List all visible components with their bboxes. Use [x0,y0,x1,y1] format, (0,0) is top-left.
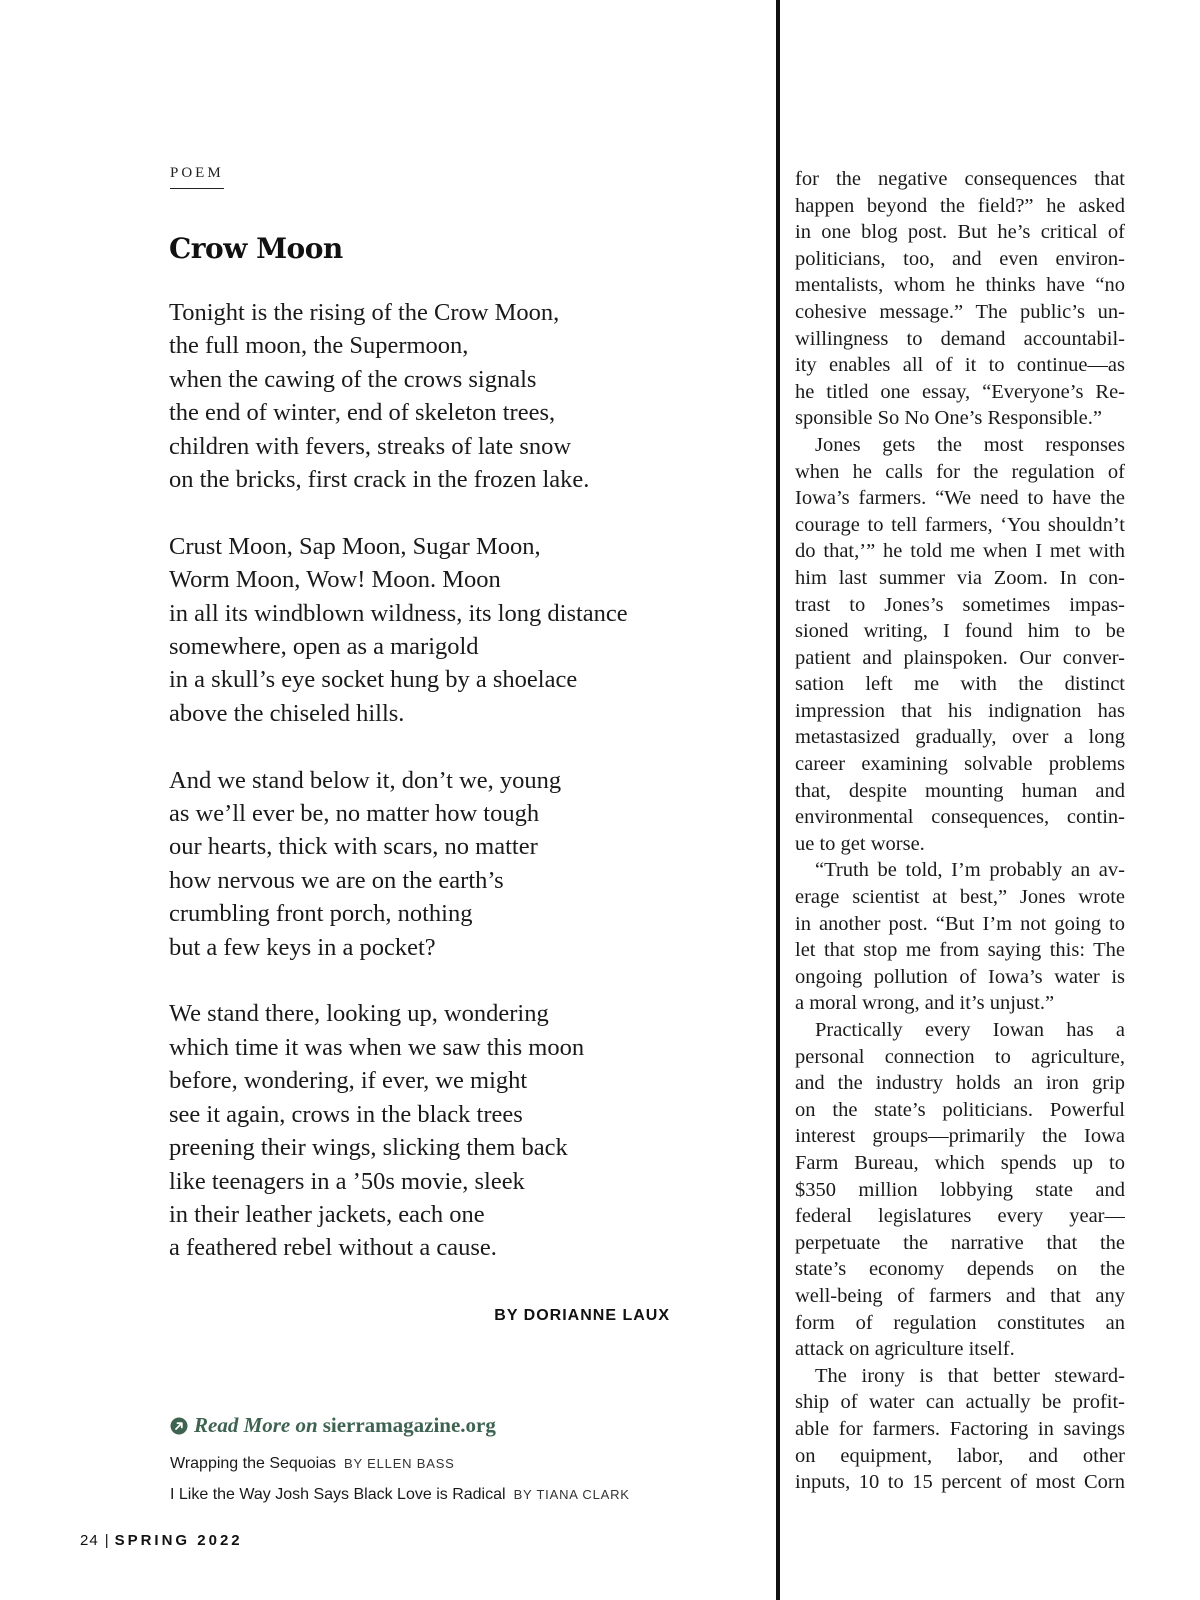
poem-line: in a skull’s eye socket hung by a shoelace [169,666,578,694]
article-line: Farm Bureau, which spends up to [795,1151,1125,1174]
article-line: patient and plainspoken. Our conver- [795,646,1125,669]
article-line: cohesive message.” The public’s un- [795,300,1125,323]
article-line: him last summer via Zoom. In con- [795,566,1125,589]
poem-line: when the cawing of the crows signals [169,365,537,393]
read-more-item-title[interactable]: I Like the Way Josh Says Black Love is Radical [170,1486,506,1503]
article-line: on equipment, labor, and other [795,1444,1125,1467]
article-line: “Truth be told, I’m probably an av- [815,859,1125,882]
article-line: federal legislatures every year— [795,1205,1125,1228]
article-line: interest groups—primarily the Iowa [795,1125,1125,1148]
article-line: for the negative consequences that [795,168,1125,190]
poem-line: as we’ll ever be, no matter how tough [169,800,540,828]
poem-line: We stand there, looking up, wondering [169,1000,549,1028]
read-more-heading[interactable] [170,1413,730,1438]
article-line: The irony is that better steward- [815,1364,1125,1387]
poem-line: in all its windblown wildness, its long distance [169,599,628,627]
poem-line: preening their wings, slicking them back [169,1134,568,1162]
poem-line: how nervous we are on the earth’s [169,866,504,894]
article-line: ity enables all of it to continue—as [795,354,1125,377]
article-line: personal connection to agriculture, [795,1045,1125,1068]
article-line: career examining solvable problems [795,753,1125,776]
article-line: trast to Jones’s sometimes impas- [795,593,1125,616]
poem-line: in their leather jackets, each one [169,1200,485,1228]
article-line: perpetuate the narrative that the [795,1231,1125,1254]
read-more-item-byline: BY ELLEN BASS [344,1456,455,1471]
article-line: sioned writing, I found him to be [795,620,1125,643]
poem-line: a feathered rebel without a cause. [169,1234,497,1262]
poem-line: our hearts, thick with scars, no matter [169,833,538,861]
arrow-circle-icon [170,1417,188,1435]
section-label: POEM [170,165,224,189]
column-divider [776,0,780,1600]
article-line: a moral wrong, and it’s unjust.” [795,992,1055,1015]
poem-line: crumbling front porch, nothing [169,900,473,928]
poem-line: Tonight is the rising of the Crow Moon, [169,299,560,326]
poem-line: see it again, crows in the black trees [169,1100,523,1128]
poem-line: Crust Moon, Sap Moon, Sugar Moon, [169,532,541,560]
article-line: Jones gets the most responses [815,433,1125,456]
article-line: form of regulation constitutes an [795,1311,1125,1334]
poem-stanza-4 [169,997,689,1264]
article-line: impression that his indignation has [795,699,1125,722]
folio-separator: | [104,1532,109,1549]
article-line: environmental consequences, contin- [795,806,1125,829]
article-column [795,166,1125,1496]
read-more-lead: Read More on [194,1413,318,1437]
page-number: 24 [80,1532,99,1549]
article-line: well-being of farmers and that any [795,1284,1125,1307]
article-line: in one blog post. But he’s critical of [795,221,1125,244]
read-more-box [170,1413,730,1510]
read-more-item-byline: BY TIANA CLARK [513,1487,630,1502]
article-line: do that,’” he told me when I met with [795,540,1125,563]
poem-line: the end of winter, end of skeleton trees, [169,399,556,427]
poem-line: which time it was when we saw this moon [169,1033,585,1061]
poem-stanza-1 [169,296,689,496]
poem-line: but a few keys in a pocket? [169,933,436,961]
article-line: state’s economy depends on the [795,1258,1125,1281]
issue-label: SPRING 2022 [114,1532,243,1549]
article-line: Iowa’s farmers. “We need to have the [795,487,1125,510]
read-more-item[interactable] [170,1479,730,1510]
article-line: in another post. “But I’m not going to [795,912,1125,935]
read-more-item[interactable] [170,1448,730,1479]
poem-line: the full moon, the Supermoon, [169,332,469,360]
article-line: willingness to demand accountabil- [795,327,1125,350]
article-line: sponsible So No One’s Responsible.” [795,407,1102,430]
article-line: on the state’s politicians. Powerful [795,1098,1125,1121]
article-line: let that stop me from saying this: The [795,939,1125,962]
read-more-site-link[interactable]: sierramagazine.org [322,1413,496,1437]
article-line: and the industry holds an iron grip [795,1072,1125,1095]
article-line: politicians, too, and even environ- [795,247,1125,270]
poem-line: Worm Moon, Wow! Moon. Moon [169,566,501,594]
article-line: ship of water can actually be profit- [795,1391,1125,1414]
poem-byline: BY DORIANNE LAUX [494,1307,670,1324]
poem-line: before, wondering, if ever, we might [169,1067,528,1095]
poem-line: above the chiseled hills. [169,699,405,727]
poem-stanza-2 [169,530,689,730]
poem-line: children with fevers, streaks of late snow [169,432,572,460]
article-line: ongoing pollution of Iowa’s water is [795,965,1125,988]
article-line: able for farmers. Factoring in savings [795,1417,1125,1440]
article-line: he titled one essay, “Everyone’s Re- [795,380,1125,403]
poem-stanza-3 [169,764,689,964]
article-line: ue to get worse. [795,832,925,855]
article-line: when he calls for the regulation of [795,460,1125,483]
article-line: happen beyond the field?” he asked [795,194,1125,217]
poem-title: Crow Moon [169,232,343,265]
article-line: inputs, 10 to 15 percent of most Corn [795,1471,1125,1494]
poem-line: like teenagers in a ’50s movie, sleek [169,1167,525,1195]
article-line: mentalists, whom he thinks have “no [795,274,1125,297]
read-more-item-title[interactable]: Wrapping the Sequoias [170,1455,337,1472]
article-line: courage to tell farmers, ‘You shouldn’t [795,513,1125,536]
article-line: sation left me with the distinct [795,673,1125,696]
article-line: Practically every Iowan has a [815,1019,1125,1041]
poem-line: And we stand below it, don’t we, young [169,766,562,794]
poem-line: somewhere, open as a marigold [169,633,479,661]
article-line: that, despite mounting human and [795,779,1125,802]
article-line: attack on agriculture itself. [795,1338,1015,1361]
page-folio [80,1532,243,1549]
poem-body [169,296,689,1298]
article-line: $350 million lobbying state and [795,1178,1125,1201]
poem-line: on the bricks, first crack in the frozen lake. [169,466,590,494]
article-line: metastasized gradually, over a long [795,726,1125,749]
article-line: erage scientist at best,” Jones wrote [795,886,1125,909]
